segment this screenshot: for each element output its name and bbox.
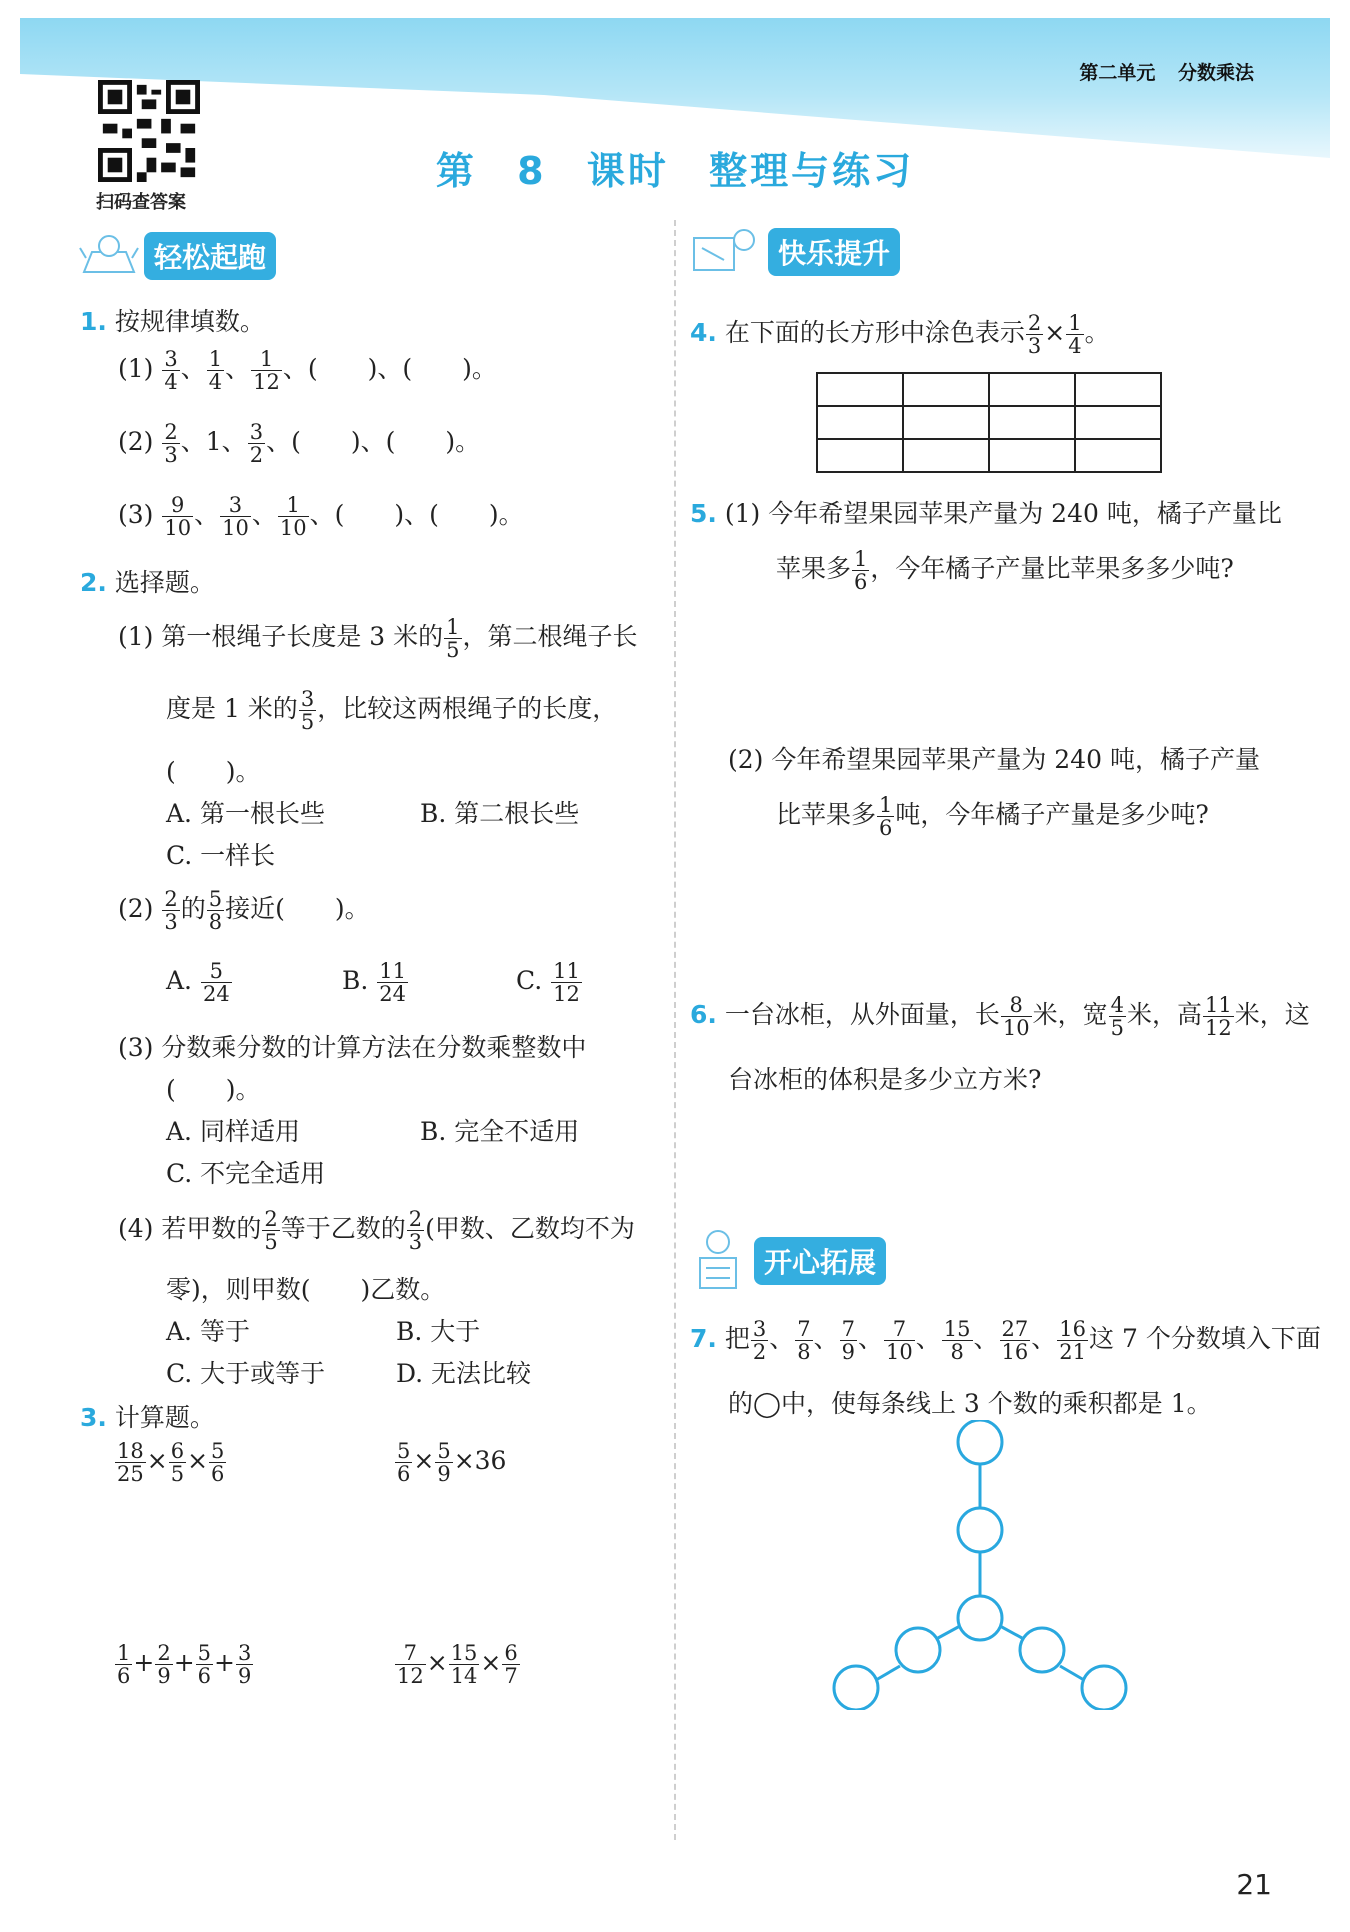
q2-p3-stem: (3) 分数乘分数的计算方法在分数乘整数中 — [118, 1033, 587, 1062]
q2-p1-option-b[interactable]: B. 第二根长些 — [420, 799, 580, 828]
page-number: 21 — [1236, 1868, 1272, 1901]
q1-stem: 1. 按规律填数。 — [80, 307, 265, 336]
q2-p1-blank: ( )。 — [166, 757, 261, 786]
q2-p4-line1: (4) 若甲数的 $\frac{2}{5}$ 等于乙数的 $\frac{2}{3}$ (甲数、乙数均不为 — [118, 1207, 635, 1255]
q2-p3-option-b[interactable]: B. 完全不适用 — [420, 1117, 580, 1146]
page-title: 第 8 课时 整理与练习 — [435, 149, 915, 193]
q7-line1: 7. 把 $\frac{3}{2}$ 、 $\frac{7}{8}$ 、 $\frac{7}{9}$ 、 $\frac{7}{10}$ 、 $\frac{15}{8}$ 、 $\frac{27}{16}$ 、 $\frac{16}{21}$ 这 7 个分数填入下面 — [690, 1317, 1321, 1365]
q2-p2-option-a[interactable]: A. $\frac{5}{24}$ — [166, 959, 230, 1007]
q2-stem: 2. 选择题。 — [80, 568, 215, 597]
q2-p1-option-c[interactable]: C. 一样长 — [166, 841, 276, 870]
q2-p4-option-a[interactable]: A. 等于 — [166, 1317, 250, 1346]
blank-circle-left-outer — [834, 1666, 878, 1710]
blank-circle-center — [958, 1596, 1002, 1640]
shading-rectangle[interactable] — [816, 372, 1162, 473]
column-divider — [674, 220, 676, 1840]
q3-expr-4: $\frac{7}{12}$ × $\frac{15}{14}$ × $\frac{6}{7}$ — [397, 1641, 518, 1689]
q2-p3-blank: ( )。 — [166, 1075, 261, 1104]
section-label: 快乐提升 — [768, 228, 900, 276]
q6-line1: 6. 一台冰柜，从外面量，长 $\frac{8}{10}$ 米，宽 $\frac{4}{5}$ 米，高 $\frac{11}{12}$ 米，这 — [690, 993, 1310, 1041]
q2-p3-option-c[interactable]: C. 不完全适用 — [166, 1159, 326, 1188]
section-label: 开心拓展 — [754, 1237, 886, 1285]
q2-p4-option-d[interactable]: D. 无法比较 — [396, 1359, 532, 1388]
blank-circle-right-outer — [1082, 1666, 1126, 1710]
qr-label: 扫码查答案 — [96, 192, 186, 213]
cartoon-boy-icon — [78, 228, 140, 284]
q5-p1-line1: 5. (1) 今年希望果园苹果产量为 240 吨，橘子产量比 — [690, 499, 1282, 528]
section-badge-easy — [78, 228, 276, 284]
q6-line2: 台冰柜的体积是多少立方米? — [728, 1065, 1042, 1094]
q2-p4-option-c[interactable]: C. 大于或等于 — [166, 1359, 326, 1388]
q2-p1-line1: (1) 第一根绳子长度是 3 米的 $\frac{1}{5}$ ，第二根绳子长 — [118, 615, 638, 663]
q1-item-3: (3) $\frac{9}{10}$ 、 $\frac{3}{10}$ 、 $\frac{1}{10}$ 、( )、( )。 — [118, 493, 524, 541]
q2-p1-option-a[interactable]: A. 第一根长些 — [166, 799, 325, 828]
blank-circle-right-inner — [1020, 1628, 1064, 1672]
header-band — [20, 18, 1330, 158]
q2-p2-option-c[interactable]: C. $\frac{11}{12}$ — [516, 959, 580, 1007]
blank-circle-left-inner — [896, 1628, 940, 1672]
q5-p2-line1: (2) 今年希望果园苹果产量为 240 吨，橘子产量 — [728, 745, 1260, 774]
q3-expr-1: $\frac{18}{25}$ × $\frac{6}{5}$ × $\frac{5}{6}$ — [117, 1439, 225, 1487]
q2-p4-line2: 零)，则甲数( )乙数。 — [166, 1275, 446, 1304]
circle-diagram — [820, 1420, 1140, 1710]
q3-stem: 3. 计算题。 — [80, 1403, 215, 1432]
section-badge-extend — [690, 1228, 886, 1294]
cartoon-board-icon — [690, 224, 764, 280]
q1-item-1: (1) $\frac{3}{4}$ 、 $\frac{1}{4}$ 、 $\frac{1}{12}$ 、( )、( )。 — [118, 347, 497, 395]
q4-stem: 4. 在下面的长方形中涂色表示 $\frac{2}{3}$ × $\frac{1}{4}$ 。 — [690, 311, 1110, 359]
q2-p3-option-a[interactable]: A. 同样适用 — [166, 1117, 300, 1146]
blank-circle-top — [958, 1420, 1002, 1464]
q2-p2-option-b[interactable]: B. $\frac{11}{24}$ — [342, 959, 407, 1007]
q2-p4-option-b[interactable]: B. 大于 — [396, 1317, 481, 1346]
q3-expr-2: $\frac{5}{6}$ × $\frac{5}{9}$ ×36 — [397, 1439, 507, 1487]
section-label: 轻松起跑 — [144, 232, 276, 280]
q2-p2-stem: (2) $\frac{2}{3}$ 的 $\frac{5}{8}$ 接近( )。 — [118, 887, 370, 935]
blank-circle-upper — [958, 1508, 1002, 1552]
q3-expr-3: $\frac{1}{6}$ + $\frac{2}{9}$ + $\frac{5}{6}$ + $\frac{3}{9}$ — [117, 1641, 252, 1689]
unit-label: 第二单元 分数乘法 — [1079, 62, 1254, 84]
cartoon-kid-icon — [690, 1228, 750, 1294]
q7-line2: 的◯中，使每条线上 3 个数的乘积都是 1。 — [728, 1389, 1212, 1418]
q5-p1-line2: 苹果多 $\frac{1}{6}$ ，今年橘子产量比苹果多多少吨? — [776, 547, 1234, 595]
q5-p2-line2: 比苹果多 $\frac{1}{6}$ 吨，今年橘子产量是多少吨? — [776, 793, 1209, 841]
section-badge-improve — [690, 224, 900, 280]
q2-p1-line2: 度是 1 米的 $\frac{3}{5}$ ，比较这两根绳子的长度， — [166, 687, 618, 735]
q1-item-2: (2) $\frac{2}{3}$ 、1、 $\frac{3}{2}$ 、( )、( )。 — [118, 420, 481, 468]
